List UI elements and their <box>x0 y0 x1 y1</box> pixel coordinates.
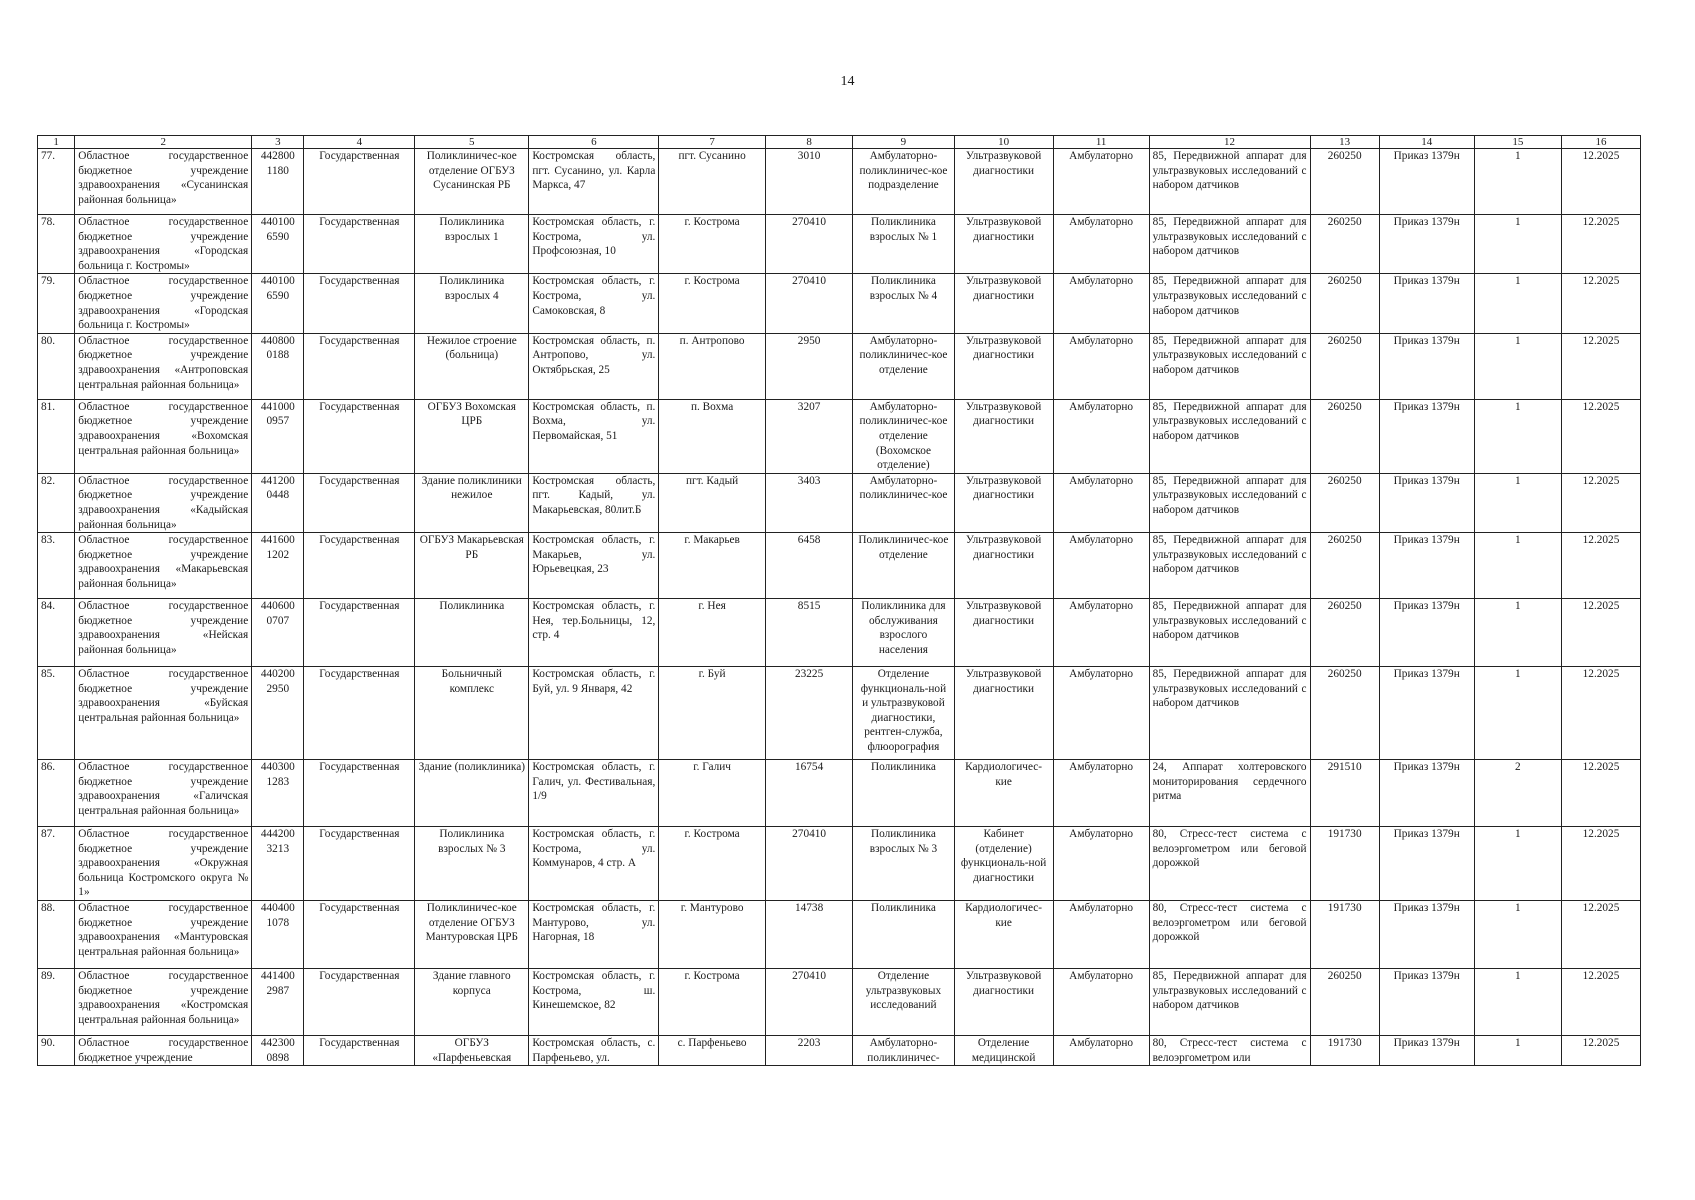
row-number-cell: 86. <box>38 760 75 827</box>
address-cell: Костромская область, г. Кострома, ул. Профсоюзная, 10 <box>529 215 659 274</box>
order-reference-cell: Приказ 1379н <box>1379 333 1474 399</box>
address-cell: Костромская область, г. Мантурово, ул. Нагорная, 18 <box>529 901 659 969</box>
building-name-cell: Поликлиника взрослых 4 <box>415 274 529 333</box>
ownership-form-cell: Государственная <box>304 215 415 274</box>
order-reference-cell: Приказ 1379н <box>1379 473 1474 532</box>
organization-name-cell: Областное государственное бюджетное учреждение здравоохранения «Городская больница г. Костромы» <box>75 274 252 333</box>
equipment-cell: 85, Передвижной аппарат для ультразвуковых исследований с набором датчиков <box>1149 969 1310 1036</box>
quantity-cell: 1 <box>1474 215 1561 274</box>
delivery-date-cell: 12.2025 <box>1562 399 1641 473</box>
care-conditions-cell: Амбулаторно <box>1053 827 1149 901</box>
department-cell: Поликлиника взрослых № 3 <box>853 827 954 901</box>
building-name-cell: Здание поликлиники нежилое <box>415 473 529 532</box>
ownership-form-cell: Государственная <box>304 399 415 473</box>
profile-cell: Ультразвуковой диагностики <box>954 399 1053 473</box>
address-cell: Костромская область, п. Антропово, ул. Октябрьская, 25 <box>529 333 659 399</box>
oktmo-code-cell: 440100 6590 <box>252 274 304 333</box>
equipment-code-cell: 260250 <box>1310 215 1379 274</box>
order-reference-cell: Приказ 1379н <box>1379 827 1474 901</box>
delivery-date-cell: 12.2025 <box>1562 333 1641 399</box>
delivery-date-cell: 12.2025 <box>1562 599 1641 667</box>
table-row <box>38 901 1641 969</box>
equipment-code-cell: 291510 <box>1310 760 1379 827</box>
building-name-cell: Поликлиничес-кое отделение ОГБУЗ Мантуровская ЦРБ <box>415 901 529 969</box>
department-cell: Отделение ультразвуковых исследований <box>853 969 954 1036</box>
locality-cell: г. Нея <box>659 599 766 667</box>
building-name-cell: ОГБУЗ «Парфеньевская <box>415 1036 529 1066</box>
delivery-date-cell: 12.2025 <box>1562 827 1641 901</box>
building-name-cell: Поликлиника взрослых 1 <box>415 215 529 274</box>
oktmo-code-cell: 444200 3213 <box>252 827 304 901</box>
locality-cell: г. Галич <box>659 760 766 827</box>
care-conditions-cell: Амбулаторно <box>1053 149 1149 215</box>
organization-name-cell: Областное государственное бюджетное учреждение здравоохранения «Антроповская центральная районная больница» <box>75 333 252 399</box>
column-header: 13 <box>1310 136 1379 149</box>
profile-cell: Ультразвуковой диагностики <box>954 274 1053 333</box>
profile-cell: Кардиологичес-кие <box>954 760 1053 827</box>
ownership-form-cell: Государственная <box>304 827 415 901</box>
locality-cell: п. Вохма <box>659 399 766 473</box>
care-conditions-cell: Амбулаторно <box>1053 274 1149 333</box>
order-reference-cell: Приказ 1379н <box>1379 149 1474 215</box>
ownership-form-cell: Государственная <box>304 473 415 532</box>
locality-cell: г. Макарьев <box>659 533 766 599</box>
ownership-form-cell: Государственная <box>304 149 415 215</box>
locality-cell: пгт. Кадый <box>659 473 766 532</box>
address-cell: Костромская область, г. Галич, ул. Фестивальная, 1/9 <box>529 760 659 827</box>
oktmo-code-cell: 440600 0707 <box>252 599 304 667</box>
department-cell: Поликлиника для обслуживания взрослого населения <box>853 599 954 667</box>
equipment-code-cell: 260250 <box>1310 333 1379 399</box>
organization-name-cell: Областное государственное бюджетное учреждение здравоохранения «Окружная больница Костромского округа № 1» <box>75 827 252 901</box>
equipment-cell: 85, Передвижной аппарат для ультразвуковых исследований с набором датчиков <box>1149 149 1310 215</box>
equipment-cell: 85, Передвижной аппарат для ультразвуковых исследований с набором датчиков <box>1149 533 1310 599</box>
equipment-cell: 85, Передвижной аппарат для ультразвуковых исследований с набором датчиков <box>1149 215 1310 274</box>
department-cell: Отделение функциональ-ной и ультразвуковой диагностики, рентген-служба, флюорография <box>853 667 954 760</box>
column-header: 8 <box>765 136 852 149</box>
equipment-code-cell: 260250 <box>1310 473 1379 532</box>
department-cell: Амбулаторно-поликлиничес-кое <box>853 473 954 532</box>
ownership-form-cell: Государственная <box>304 1036 415 1066</box>
quantity-cell: 1 <box>1474 149 1561 215</box>
locality-cell: г. Мантурово <box>659 901 766 969</box>
care-conditions-cell: Амбулаторно <box>1053 901 1149 969</box>
department-cell: Поликлиника <box>853 760 954 827</box>
profile-cell: Ультразвуковой диагностики <box>954 149 1053 215</box>
population-cell: 270410 <box>765 827 852 901</box>
department-cell: Амбулаторно-поликлиничес-кое отделение <box>853 333 954 399</box>
address-cell: Костромская область, с. Парфеньево, ул. <box>529 1036 659 1066</box>
ownership-form-cell: Государственная <box>304 599 415 667</box>
page-number: 14 <box>840 74 855 89</box>
equipment-cell: 85, Передвижной аппарат для ультразвуковых исследований с набором датчиков <box>1149 667 1310 760</box>
profile-cell: Ультразвуковой диагностики <box>954 333 1053 399</box>
address-cell: Костромская область, г. Буй, ул. 9 Января, 42 <box>529 667 659 760</box>
organization-name-cell: Областное государственное бюджетное учреждение здравоохранения «Буйская центральная районная больница» <box>75 667 252 760</box>
column-header: 4 <box>304 136 415 149</box>
table-row <box>38 533 1641 599</box>
oktmo-code-cell: 441000 0957 <box>252 399 304 473</box>
oktmo-code-cell: 441600 1202 <box>252 533 304 599</box>
population-cell: 16754 <box>765 760 852 827</box>
population-cell: 23225 <box>765 667 852 760</box>
quantity-cell: 1 <box>1474 399 1561 473</box>
delivery-date-cell: 12.2025 <box>1562 667 1641 760</box>
table-row <box>38 1036 1641 1066</box>
column-header: 11 <box>1053 136 1149 149</box>
organization-name-cell: Областное государственное бюджетное учреждение здравоохранения «Галичская центральная районная больница» <box>75 760 252 827</box>
oktmo-code-cell: 440100 6590 <box>252 215 304 274</box>
delivery-date-cell: 12.2025 <box>1562 901 1641 969</box>
row-number-cell: 87. <box>38 827 75 901</box>
delivery-date-cell: 12.2025 <box>1562 215 1641 274</box>
profile-cell: Кабинет (отделение) функциональ-ной диагностики <box>954 827 1053 901</box>
equipment-cell: 85, Передвижной аппарат для ультразвуковых исследований с набором датчиков <box>1149 274 1310 333</box>
order-reference-cell: Приказ 1379н <box>1379 969 1474 1036</box>
locality-cell: г. Кострома <box>659 215 766 274</box>
organization-name-cell: Областное государственное бюджетное учреждение здравоохранения «Макарьевская районная больница» <box>75 533 252 599</box>
population-cell: 3403 <box>765 473 852 532</box>
oktmo-code-cell: 440800 0188 <box>252 333 304 399</box>
care-conditions-cell: Амбулаторно <box>1053 215 1149 274</box>
oktmo-code-cell: 440200 2950 <box>252 667 304 760</box>
equipment-code-cell: 260250 <box>1310 667 1379 760</box>
address-cell: Костромская область, г. Нея, тер.Больницы, 12, стр. 4 <box>529 599 659 667</box>
building-name-cell: Поликлиника <box>415 599 529 667</box>
equipment-cell: 80, Стресс-тест система с велоэргометром или <box>1149 1036 1310 1066</box>
row-number-cell: 82. <box>38 473 75 532</box>
delivery-date-cell: 12.2025 <box>1562 274 1641 333</box>
department-cell: Амбулаторно-поликлиничес-кое отделение (Вохомское отделение) <box>853 399 954 473</box>
profile-cell: Ультразвуковой диагностики <box>954 599 1053 667</box>
profile-cell: Ультразвуковой диагностики <box>954 473 1053 532</box>
table-row <box>38 149 1641 215</box>
locality-cell: г. Буй <box>659 667 766 760</box>
column-header: 2 <box>75 136 252 149</box>
profile-cell: Ультразвуковой диагностики <box>954 969 1053 1036</box>
address-cell: Костромская область, г. Макарьев, ул. Юрьевецкая, 23 <box>529 533 659 599</box>
row-number-cell: 81. <box>38 399 75 473</box>
oktmo-code-cell: 441400 2987 <box>252 969 304 1036</box>
quantity-cell: 1 <box>1474 599 1561 667</box>
equipment-cell: 85, Передвижной аппарат для ультразвуковых исследований с набором датчиков <box>1149 599 1310 667</box>
organization-name-cell: Областное государственное бюджетное учреждение здравоохранения «Вохомская центральная районная больница» <box>75 399 252 473</box>
ownership-form-cell: Государственная <box>304 969 415 1036</box>
equipment-cell: 85, Передвижной аппарат для ультразвуковых исследований с набором датчиков <box>1149 399 1310 473</box>
row-number-cell: 89. <box>38 969 75 1036</box>
row-number-cell: 83. <box>38 533 75 599</box>
organization-name-cell: Областное государственное бюджетное учреждение здравоохранения «Нейская районная больница» <box>75 599 252 667</box>
equipment-code-cell: 260250 <box>1310 399 1379 473</box>
ownership-form-cell: Государственная <box>304 533 415 599</box>
care-conditions-cell: Амбулаторно <box>1053 1036 1149 1066</box>
population-cell: 2203 <box>765 1036 852 1066</box>
ownership-form-cell: Государственная <box>304 667 415 760</box>
population-cell: 3207 <box>765 399 852 473</box>
header-row <box>38 136 1641 149</box>
table-row <box>38 599 1641 667</box>
quantity-cell: 1 <box>1474 827 1561 901</box>
column-header: 9 <box>853 136 954 149</box>
column-header: 14 <box>1379 136 1474 149</box>
order-reference-cell: Приказ 1379н <box>1379 533 1474 599</box>
equipment-code-cell: 260250 <box>1310 149 1379 215</box>
order-reference-cell: Приказ 1379н <box>1379 901 1474 969</box>
order-reference-cell: Приказ 1379н <box>1379 667 1474 760</box>
table-row <box>38 760 1641 827</box>
organization-name-cell: Областное государственное бюджетное учреждение <box>75 1036 252 1066</box>
delivery-date-cell: 12.2025 <box>1562 760 1641 827</box>
department-cell: Поликлиника взрослых № 1 <box>853 215 954 274</box>
building-name-cell: Поликлиника взрослых № 3 <box>415 827 529 901</box>
table-row <box>38 399 1641 473</box>
row-number-cell: 88. <box>38 901 75 969</box>
row-number-cell: 78. <box>38 215 75 274</box>
locality-cell: п. Антропово <box>659 333 766 399</box>
equipment-code-cell: 260250 <box>1310 533 1379 599</box>
column-header: 10 <box>954 136 1053 149</box>
organization-name-cell: Областное государственное бюджетное учреждение здравоохранения «Сусанинская районная больница» <box>75 149 252 215</box>
department-cell: Поликлиника взрослых № 4 <box>853 274 954 333</box>
equipment-cell: 85, Передвижной аппарат для ультразвуковых исследований с набором датчиков <box>1149 473 1310 532</box>
locality-cell: г. Кострома <box>659 274 766 333</box>
population-cell: 3010 <box>765 149 852 215</box>
population-cell: 270410 <box>765 969 852 1036</box>
address-cell: Костромская область, г. Кострома, ш. Кинешемское, 82 <box>529 969 659 1036</box>
equipment-code-cell: 191730 <box>1310 1036 1379 1066</box>
building-name-cell: Больничный комплекс <box>415 667 529 760</box>
table-row <box>38 274 1641 333</box>
building-name-cell: Здание главного корпуса <box>415 969 529 1036</box>
organization-name-cell: Областное государственное бюджетное учреждение здравоохранения «Кадыйская районная больница» <box>75 473 252 532</box>
row-number-cell: 77. <box>38 149 75 215</box>
quantity-cell: 2 <box>1474 760 1561 827</box>
ownership-form-cell: Государственная <box>304 760 415 827</box>
profile-cell: Кардиологичес-кие <box>954 901 1053 969</box>
address-cell: Костромская область, пгт. Кадый, ул. Макарьевская, 80лит.Б <box>529 473 659 532</box>
care-conditions-cell: Амбулаторно <box>1053 333 1149 399</box>
delivery-date-cell: 12.2025 <box>1562 473 1641 532</box>
ownership-form-cell: Государственная <box>304 333 415 399</box>
ownership-form-cell: Государственная <box>304 901 415 969</box>
locality-cell: г. Кострома <box>659 827 766 901</box>
building-name-cell: ОГБУЗ Вохомская ЦРБ <box>415 399 529 473</box>
profile-cell: Ультразвуковой диагностики <box>954 667 1053 760</box>
column-header: 7 <box>659 136 766 149</box>
order-reference-cell: Приказ 1379н <box>1379 215 1474 274</box>
oktmo-code-cell: 440300 1283 <box>252 760 304 827</box>
row-number-cell: 90. <box>38 1036 75 1066</box>
population-cell: 270410 <box>765 215 852 274</box>
order-reference-cell: Приказ 1379н <box>1379 599 1474 667</box>
order-reference-cell: Приказ 1379н <box>1379 760 1474 827</box>
equipment-code-cell: 260250 <box>1310 599 1379 667</box>
building-name-cell: Здание (поликлиника) <box>415 760 529 827</box>
table-row <box>38 827 1641 901</box>
order-reference-cell: Приказ 1379н <box>1379 399 1474 473</box>
quantity-cell: 1 <box>1474 969 1561 1036</box>
locality-cell: г. Кострома <box>659 969 766 1036</box>
row-number-cell: 80. <box>38 333 75 399</box>
population-cell: 270410 <box>765 274 852 333</box>
address-cell: Костромская область, пгт. Сусанино, ул. Карла Маркса, 47 <box>529 149 659 215</box>
column-header: 6 <box>529 136 659 149</box>
care-conditions-cell: Амбулаторно <box>1053 969 1149 1036</box>
quantity-cell: 1 <box>1474 901 1561 969</box>
care-conditions-cell: Амбулаторно <box>1053 399 1149 473</box>
care-conditions-cell: Амбулаторно <box>1053 760 1149 827</box>
delivery-date-cell: 12.2025 <box>1562 533 1641 599</box>
quantity-cell: 1 <box>1474 667 1561 760</box>
column-header: 1 <box>38 136 75 149</box>
profile-cell: Ультразвуковой диагностики <box>954 533 1053 599</box>
organization-name-cell: Областное государственное бюджетное учреждение здравоохранения «Мантуровская центральная районная больница» <box>75 901 252 969</box>
care-conditions-cell: Амбулаторно <box>1053 473 1149 532</box>
equipment-cell: 80, Стресс-тест система с велоэргометром или беговой дорожкой <box>1149 827 1310 901</box>
population-cell: 8515 <box>765 599 852 667</box>
order-reference-cell: Приказ 1379н <box>1379 274 1474 333</box>
equipment-code-cell: 191730 <box>1310 827 1379 901</box>
organization-name-cell: Областное государственное бюджетное учреждение здравоохранения «Городская больница г. Костромы» <box>75 215 252 274</box>
department-cell: Поликлиничес-кое отделение <box>853 533 954 599</box>
equipment-cell: 80, Стресс-тест система с велоэргометром или беговой дорожкой <box>1149 901 1310 969</box>
locality-cell: с. Парфеньево <box>659 1036 766 1066</box>
column-header: 5 <box>415 136 529 149</box>
oktmo-code-cell: 442800 1180 <box>252 149 304 215</box>
table-row <box>38 215 1641 274</box>
row-number-cell: 79. <box>38 274 75 333</box>
order-reference-cell: Приказ 1379н <box>1379 1036 1474 1066</box>
quantity-cell: 1 <box>1474 1036 1561 1066</box>
equipment-cell: 85, Передвижной аппарат для ультразвуковых исследований с набором датчиков <box>1149 333 1310 399</box>
table-row <box>38 969 1641 1036</box>
delivery-date-cell: 12.2025 <box>1562 149 1641 215</box>
address-cell: Костромская область, г. Кострома, ул. Коммунаров, 4 стр. А <box>529 827 659 901</box>
table-row <box>38 333 1641 399</box>
table-body <box>38 136 1641 1066</box>
equipment-code-cell: 260250 <box>1310 274 1379 333</box>
equipment-cell: 24, Аппарат холтеровского мониторирования сердечного ритма <box>1149 760 1310 827</box>
equipment-code-cell: 191730 <box>1310 901 1379 969</box>
table-row <box>38 473 1641 532</box>
care-conditions-cell: Амбулаторно <box>1053 599 1149 667</box>
row-number-cell: 84. <box>38 599 75 667</box>
building-name-cell: Нежилое строение (больница) <box>415 333 529 399</box>
delivery-date-cell: 12.2025 <box>1562 969 1641 1036</box>
register-table <box>37 135 1641 1066</box>
locality-cell: пгт. Сусанино <box>659 149 766 215</box>
oktmo-code-cell: 442300 0898 <box>252 1036 304 1066</box>
column-header: 12 <box>1149 136 1310 149</box>
building-name-cell: Поликлиничес-кое отделение ОГБУЗ Сусанинская РБ <box>415 149 529 215</box>
equipment-code-cell: 260250 <box>1310 969 1379 1036</box>
department-cell: Амбулаторно-поликлиничес-кое подразделение <box>853 149 954 215</box>
organization-name-cell: Областное государственное бюджетное учреждение здравоохранения «Костромская центральная районная больница» <box>75 969 252 1036</box>
oktmo-code-cell: 441200 0448 <box>252 473 304 532</box>
column-header: 16 <box>1562 136 1641 149</box>
profile-cell: Отделение медицинской <box>954 1036 1053 1066</box>
department-cell: Амбулаторно-поликлиничес- <box>853 1036 954 1066</box>
building-name-cell: ОГБУЗ Макарьевская РБ <box>415 533 529 599</box>
ownership-form-cell: Государственная <box>304 274 415 333</box>
profile-cell: Ультразвуковой диагностики <box>954 215 1053 274</box>
address-cell: Костромская область, п. Вохма, ул. Первомайская, 51 <box>529 399 659 473</box>
population-cell: 2950 <box>765 333 852 399</box>
address-cell: Костромская область, г. Кострома, ул. Самоковская, 8 <box>529 274 659 333</box>
column-header: 15 <box>1474 136 1561 149</box>
column-header: 3 <box>252 136 304 149</box>
quantity-cell: 1 <box>1474 473 1561 532</box>
quantity-cell: 1 <box>1474 274 1561 333</box>
care-conditions-cell: Амбулаторно <box>1053 667 1149 760</box>
quantity-cell: 1 <box>1474 533 1561 599</box>
department-cell: Поликлиника <box>853 901 954 969</box>
delivery-date-cell: 12.2025 <box>1562 1036 1641 1066</box>
population-cell: 6458 <box>765 533 852 599</box>
table-row <box>38 667 1641 760</box>
population-cell: 14738 <box>765 901 852 969</box>
quantity-cell: 1 <box>1474 333 1561 399</box>
row-number-cell: 85. <box>38 667 75 760</box>
oktmo-code-cell: 440400 1078 <box>252 901 304 969</box>
care-conditions-cell: Амбулаторно <box>1053 533 1149 599</box>
